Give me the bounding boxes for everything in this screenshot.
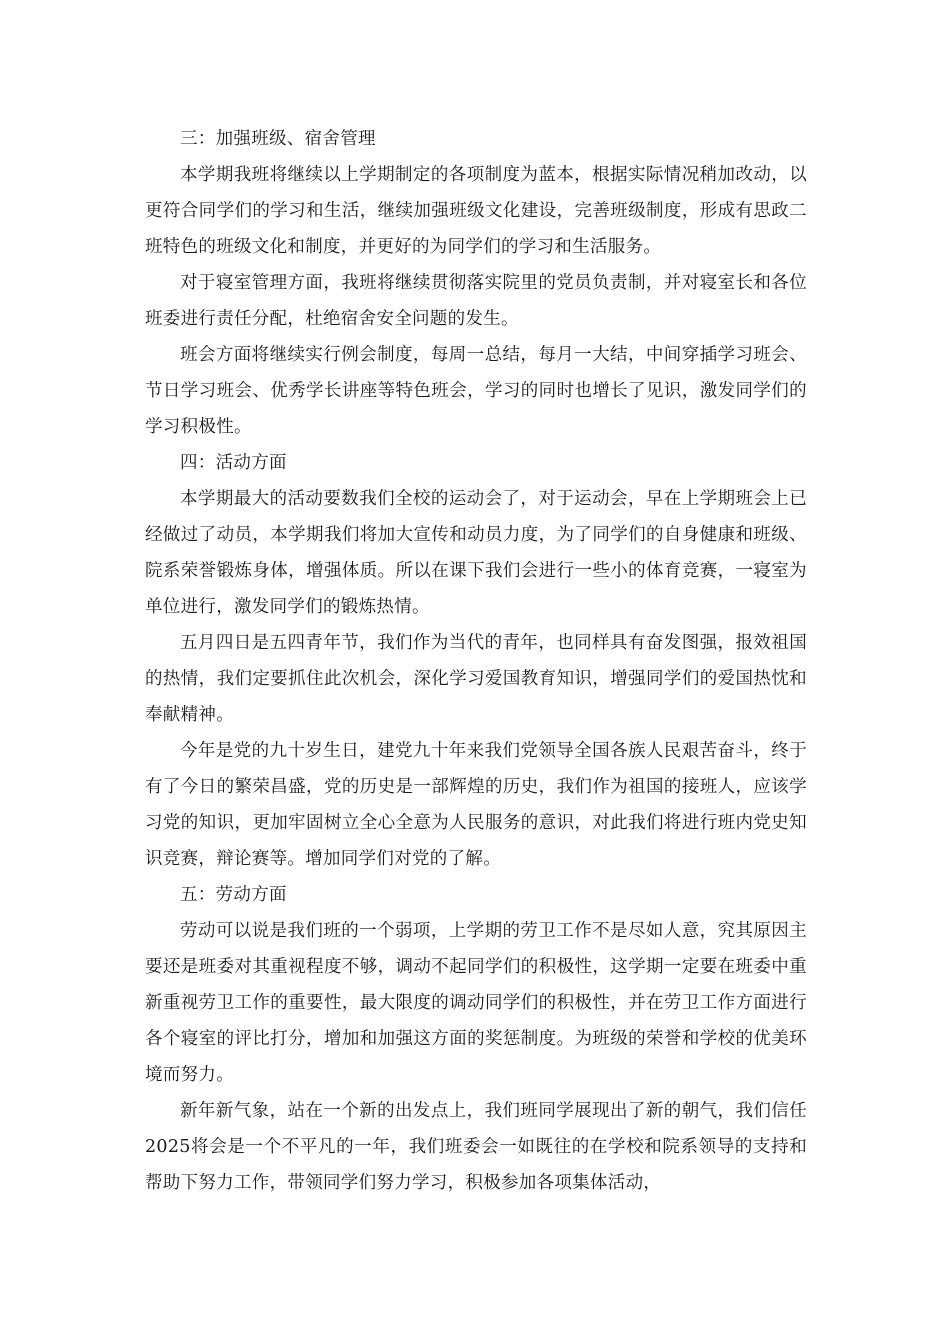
section-heading-dormitory-management: 三：加强班级、宿舍管理 [180,129,376,149]
paragraph-youth-day: 五月四日是五四青年节，我们作为当代的青年，也同样具有奋发图强，报效祖国的热情，我们定要抓住此次机会，深化学习爱国教育知识，增强同学们的爱国热忱和奉献精神。 [145,633,807,725]
paragraph-dormitory-responsibility: 对于寝室管理方面，我班将继续贯彻落实院里的党员负责制，并对寝室长和各位班委进行责任分配，杜绝宿舍安全问题的发生。 [145,273,807,329]
paragraph-new-year: 新年新气象，站在一个新的出发点上，我们班同学展现出了新的朝气，我们信任2025将会是一个不平凡的一年，我们班委会一如既往的在学校和院系领导的支持和帮助下努力工作，带领同学们努力学习，积极参加各项集体活动， [145,1101,807,1193]
paragraph-party-anniversary: 今年是党的九十岁生日，建党九十年来我们党领导全国各族人民艰苦奋斗，终于有了今日的繁荣昌盛，党的历史是一部辉煌的历史，我们作为祖国的接班人，应该学习党的知识，更加牢固树立全心全意为人民服务的意识，对此我们将进行班内党史知识竞赛，辩论赛等。增加同学们对党的了解。 [145,741,807,869]
paragraph-labor-work: 劳动可以说是我们班的一个弱项，上学期的劳卫工作不是尽如人意，究其原因主要还是班委对其重视程度不够，调动不起同学们的积极性，这学期一定要在班委中重新重视劳卫工作的重要性，最大限度的调动同学们的积极性，并在劳卫工作方面进行各个寝室的评比打分，增加和加强这方面的奖惩制度。为班级的荣誉和学校的优美环境而努力。 [145,921,807,1085]
paragraph-sports-meeting: 本学期最大的活动要数我们全校的运动会了，对于运动会，早在上学期班会上已经做过了动员，本学期我们将加大宣传和动员力度，为了同学们的自身健康和班级、院系荣誉锻炼身体，增强体质。所以在课下我们会进行一些小的体育竞赛，一寝室为单位进行，激发同学们的锻炼热情。 [145,489,807,617]
section-heading-activities: 四：活动方面 [180,453,287,473]
paragraph-class-system: 本学期我班将继续以上学期制定的各项制度为蓝本，根据实际情况稍加改动，以更符合同学们的学习和生活，继续加强班级文化建设，完善班级制度，形成有思政二班特色的班级文化和制度，并更好的为同学们的学习和生活服务。 [145,165,807,257]
section-heading-labor: 五：劳动方面 [180,885,287,905]
document-body [145,121,807,1201]
paragraph-class-meetings: 班会方面将继续实行例会制度，每周一总结，每月一大结，中间穿插学习班会、节日学习班会、优秀学长讲座等特色班会，学习的同时也增长了见识，激发同学们的学习积极性。 [145,345,807,437]
